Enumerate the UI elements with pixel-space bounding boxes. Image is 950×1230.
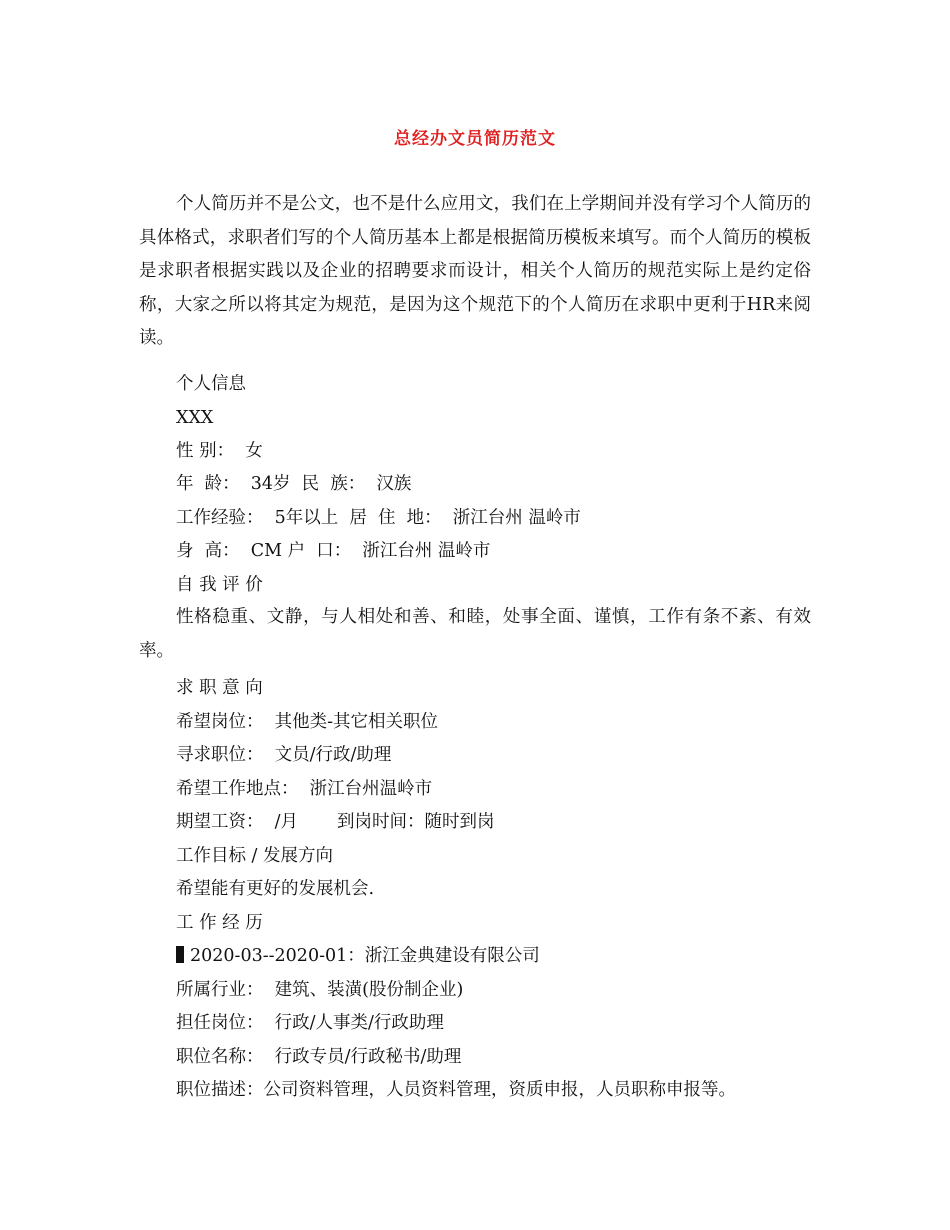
self-evaluation-heading: 自 我 评 价 — [176, 575, 263, 595]
work-history-heading: 工 作 经 历 — [176, 913, 263, 933]
work-period-company: 2020-03--2020-01：浙江金典建设有限公司 — [190, 946, 540, 966]
job-title-line: 职位名称： 行政专员/行政秘书/助理 — [176, 1047, 462, 1067]
desired-salary-line: 期望工资： /月 到岗时间：随时到岗 — [176, 812, 495, 832]
desired-position-line: 希望岗位： 其他类-其它相关职位 — [176, 712, 439, 732]
bullet-block-icon — [176, 946, 184, 963]
work-goal-text: 希望能有更好的发展机会. — [176, 879, 375, 899]
intro-paragraph: 个人简历并不是公文，也不是什么应用文，我们在上学期间并没有学习个人简历的具体格式，求职者们写的个人简历基本上都是根据简历模板来填写。而个人简历的模板是求职者根据实践以及企业的招聘要求而设计，相关个人简历的规范实际上是约定俗称，大家之所以将其定为规范，是因为这个规范下的个人简历在求职中更利于HR来阅读。 — [139, 194, 811, 348]
age-ethnicity-line: 年 龄： 34岁 民 族： 汉族 — [176, 474, 412, 494]
job-description-line: 职位描述：公司资料管理，人员资料管理，资质申报，人员职称申报等。 — [176, 1080, 736, 1100]
post-line: 担任岗位： 行政/人事类/行政助理 — [176, 1013, 444, 1033]
personal-info-heading: 个人信息 — [176, 374, 246, 394]
name-line: XXX — [176, 408, 214, 428]
experience-residence-line: 工作经验： 5年以上 居 住 地： 浙江台州 温岭市 — [176, 508, 581, 528]
work-entry-line — [176, 941, 540, 971]
desired-location-line: 希望工作地点： 浙江台州温岭市 — [176, 779, 433, 799]
gender-line: 性 别： 女 — [176, 441, 263, 461]
seeking-position-line: 寻求职位： 文员/行政/助理 — [176, 745, 392, 765]
job-intention-heading: 求 职 意 向 — [176, 678, 263, 698]
height-hukou-line: 身 高： CM 户 口： 浙江台州 温岭市 — [176, 541, 491, 561]
work-goal-heading: 工作目标 / 发展方向 — [176, 846, 334, 866]
industry-line: 所属行业： 建筑、装潢(股份制企业) — [176, 980, 464, 1000]
self-evaluation-text: 性格稳重、文静，与人相处和善、和睦，处事全面、谨慎，工作有条不紊、有效率。 — [139, 607, 811, 661]
document-title: 总经办文员简历范文 — [394, 129, 556, 149]
